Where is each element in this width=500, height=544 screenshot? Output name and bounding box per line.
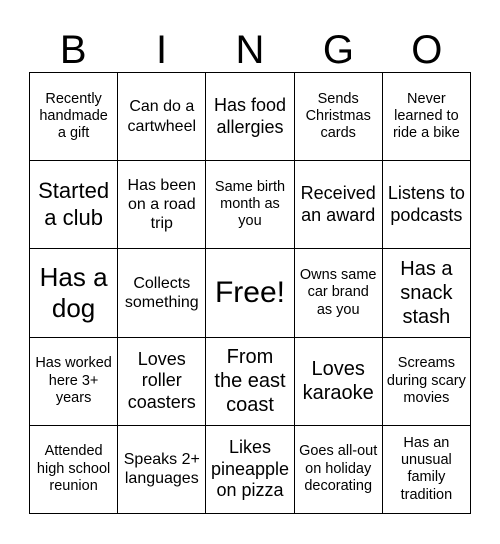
bingo-cell[interactable]: Loves karaoke: [295, 338, 383, 426]
bingo-cell[interactable]: Has food allergies: [206, 73, 294, 161]
free-space-cell[interactable]: Free!: [206, 249, 294, 337]
bingo-cell[interactable]: Received an award: [295, 161, 383, 249]
bingo-cell[interactable]: Likes pineapple on pizza: [206, 426, 294, 514]
bingo-cell[interactable]: Recently handmade a gift: [30, 73, 118, 161]
header-letter-o: O: [411, 28, 443, 72]
bingo-cell[interactable]: Has a snack stash: [383, 249, 471, 337]
bingo-cell[interactable]: Owns same car brand as you: [295, 249, 383, 337]
bingo-cell[interactable]: Attended high school reunion: [30, 426, 118, 514]
bingo-cell[interactable]: Loves roller coasters: [118, 338, 206, 426]
bingo-cell[interactable]: From the east coast: [206, 338, 294, 426]
bingo-cell[interactable]: Speaks 2+ languages: [118, 426, 206, 514]
bingo-card-grid: [29, 72, 471, 514]
header-letter-i: I: [156, 28, 168, 72]
header-letter-g: G: [322, 28, 354, 72]
bingo-cell[interactable]: Has an unusual family tradition: [383, 426, 471, 514]
bingo-cell[interactable]: Has worked here 3+ years: [30, 338, 118, 426]
bingo-cell[interactable]: Screams during scary movies: [383, 338, 471, 426]
bingo-header: [29, 28, 471, 72]
bingo-cell[interactable]: Same birth month as you: [206, 161, 294, 249]
bingo-cell[interactable]: Can do a cartwheel: [118, 73, 206, 161]
bingo-cell[interactable]: Collects something: [118, 249, 206, 337]
bingo-cell[interactable]: Never learned to ride a bike: [383, 73, 471, 161]
bingo-cell[interactable]: Goes all-out on holiday decorating: [295, 426, 383, 514]
bingo-cell[interactable]: Has a dog: [30, 249, 118, 337]
header-letter-b: B: [59, 28, 87, 72]
bingo-cell[interactable]: Sends Christmas cards: [295, 73, 383, 161]
bingo-cell[interactable]: Listens to podcasts: [383, 161, 471, 249]
bingo-cell[interactable]: Has been on a road trip: [118, 161, 206, 249]
bingo-cell[interactable]: Started a club: [30, 161, 118, 249]
header-letter-n: N: [235, 28, 265, 72]
